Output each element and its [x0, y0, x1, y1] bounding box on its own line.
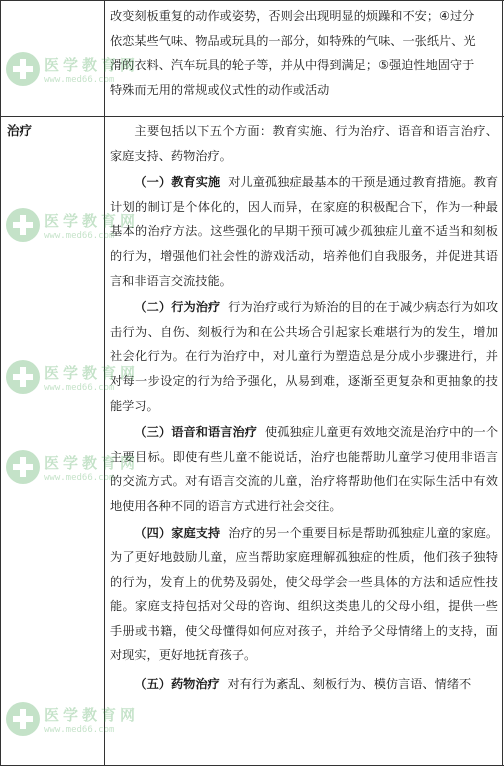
watermark-name: 医学教育网 — [44, 705, 140, 724]
watermark-name: 医学教育网 — [44, 363, 140, 382]
watermark-name: 医学教育网 — [44, 453, 140, 472]
treatment-intro: 主要包括以下五个方面：教育实施、行为治疗、语音和语言治疗、家庭支持、药物治疗。 — [110, 124, 498, 163]
section-heading: （五）药物治疗 — [134, 677, 220, 692]
watermark-url: www.med66.com — [44, 472, 115, 483]
watermark-url: www.med66.com — [44, 724, 115, 735]
section-body: 对有行为紊乱、刻板行为、模仿言语、情绪不 — [227, 677, 472, 692]
section-education — [110, 170, 498, 293]
watermark-url: www.med66.com — [44, 74, 115, 85]
watermark-url: www.med66.com — [44, 382, 115, 393]
watermark-name: 医学教育网 — [44, 211, 140, 230]
watermark-name: 医学教育网 — [44, 55, 140, 74]
section-family — [110, 521, 498, 669]
top-row-cell — [110, 4, 498, 102]
section-behavior — [110, 295, 498, 418]
section-speech — [110, 420, 498, 518]
section-body: 对儿童孤独症最基本的干预是通过教育措施。教育计划的制订是个体化的，因人而异，在家庭的积极配合下，作为一种最基本的治疗方法。这些强化的早期干预可减少孤独症儿童不适当和刻板的行为，增强他们社会性的游戏活动，培养他们自我服务，并促进其语言和非语言交流技能。 — [110, 175, 499, 288]
section-heading: （四）家庭支持 — [134, 525, 221, 540]
column-divider — [104, 0, 105, 766]
treatment-cell — [110, 119, 498, 697]
top-row-line: 滑的衣料、汽车玩具的轮子等，并从中得到满足；⑤强迫性地固守于 — [110, 58, 475, 73]
top-row-line: 依恋某些气味、物品或玩具的一部分，如特殊的气味、一张纸片、光 — [110, 33, 476, 48]
top-row-line: 特殊而无用的常规或仪式性的动作或活动 — [110, 82, 330, 97]
treatment-label: 治疗 — [7, 123, 33, 138]
top-row-line: 改变刻板重复的动作或姿势，否则会出现明显的烦躁和不安；④过分 — [110, 9, 475, 23]
section-heading: （一）教育实施 — [134, 175, 221, 190]
table-top-border — [1, 0, 504, 1]
section-medication — [110, 672, 498, 697]
section-heading: （三）语音和语言治疗 — [134, 425, 258, 440]
section-body: 行为治疗或行为矫治的目的在于减少病态行为如攻击行为、自伤、刻板行为和在公共场合引起家长难堪行为的发生，增加社会化行为。在行为治疗中，对儿童行为塑造总是分成小步骤进行，并对每一步设定的行为给予强化，从易到难，逐渐至更复杂和更抽象的技能学习。 — [110, 300, 499, 413]
section-body: 使孤独症儿童更有效地交流是治疗中的一个主要目标。即使有些儿童不能说话，治疗也能帮助儿童学习使用非语言的交流方式。对有语言交流的儿童，治疗将帮助他们在实际生活中有效地使用各种不同的语言方式进行社会交往。 — [110, 425, 499, 513]
watermark-url: www.med66.com — [44, 230, 115, 241]
section-body: 治疗的另一个重要目标是帮助孤独症儿童的家庭。为了更好地鼓励儿童，应当帮助家庭理解孤独症的性质，他们孩子独特的行为，发育上的优势及弱处，使父母学会一些具体的方法和适应性技能。家庭支持包括对父母的咨询、组织这类患儿的父母小组，提供一些手册或书籍，使父母懂得如何应对孩子，并给予父母情绪上的支持，面对现实，更好地抚育孩子。 — [110, 525, 499, 663]
section-heading: （二）行为治疗 — [134, 300, 221, 315]
row-divider — [1, 116, 504, 117]
